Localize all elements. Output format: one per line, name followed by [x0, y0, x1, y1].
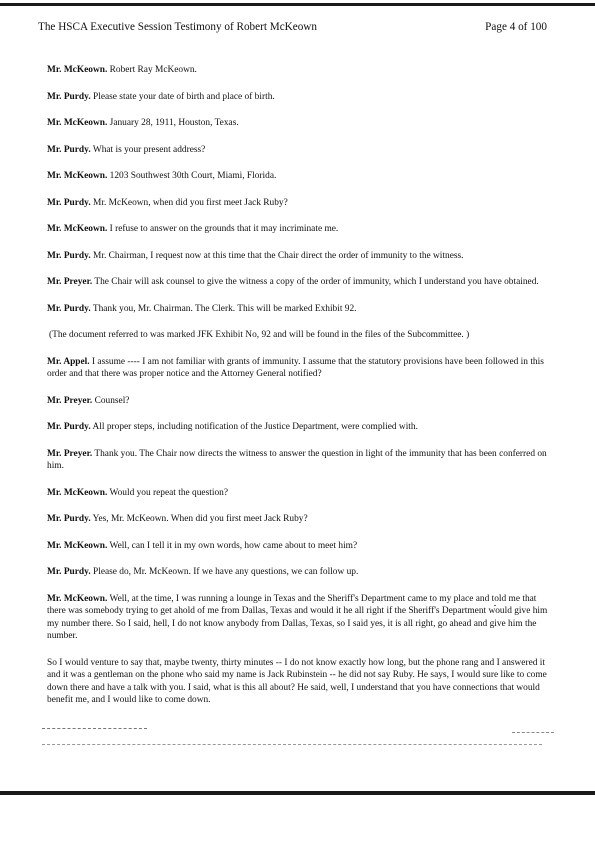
- transcript-paragraph: [47, 91, 549, 104]
- scan-artifact-line: [512, 732, 554, 733]
- speaker-name: Mr. Preyer.: [47, 448, 93, 459]
- scan-artifact-line: [42, 728, 147, 729]
- page-number: Page 4 of 100: [485, 21, 547, 33]
- transcript-paragraph: [47, 657, 549, 707]
- speaker-name: Mr. Purdy.: [47, 144, 91, 155]
- transcript-paragraph: [47, 421, 549, 434]
- speaker-name: Mr. Purdy.: [47, 197, 91, 208]
- transcript-body: [47, 64, 549, 721]
- speech-text: So I would venture to say that, maybe twenty, thirty minutes -- I do not know exactly how long, but the phone rang and I answered it and it was a gentleman on the phone who said my name is Jack Rubinstein -- he did not say Ruby. He says, I would sure like to come down there and have a talk with you. I said, what is this all about? He said, well, I understand that you have connections that would benefit me, and I would like to come down.: [47, 657, 547, 705]
- speaker-name: Mr. McKeown.: [47, 171, 108, 181]
- transcript-paragraph: [47, 276, 549, 289]
- speaker-name: Mr. Purdy.: [47, 91, 91, 102]
- top-rule: [0, 3, 595, 6]
- scan-speck: [494, 605, 496, 606]
- note-text: (The document referred to was marked JFK Exhibit No, 92 and will be found in the files of the Subcommittee. ): [49, 330, 470, 340]
- speech-text: Please do, Mr. McKeown. If we have any questions, we can follow up.: [90, 567, 359, 577]
- speaker-name: Mr. McKeown.: [47, 224, 108, 234]
- speech-text: Please state your date of birth and place of birth.: [90, 91, 275, 102]
- scan-artifact-line: [42, 744, 542, 745]
- speaker-name: Mr. Preyer.: [47, 395, 93, 406]
- speech-text: I assume ---- I am not familiar with grants of immunity. I assume that the statutory provisions have been followed in this order and that there was proper notice and the Attorney General notified?: [47, 356, 544, 379]
- speech-text: Would you repeat the question?: [107, 487, 228, 498]
- speech-text: Mr. McKeown, when did you first meet Jack Ruby?: [90, 197, 288, 208]
- transcript-paragraph: [47, 566, 549, 579]
- speech-text: The Chair will ask counsel to give the witness a copy of the order of immunity, which I understand you have obtained.: [92, 277, 539, 287]
- speech-text: 1203 Southwest 30th Court, Miami, Florida.: [107, 171, 277, 181]
- speaker-name: Mr. McKeown.: [47, 593, 108, 604]
- transcript-paragraph: [47, 303, 549, 316]
- speech-text: Well, can I tell it in my own words, how came about to meet him?: [107, 540, 358, 551]
- transcript-paragraph: [47, 593, 549, 643]
- transcript-paragraph: [47, 448, 549, 473]
- speaker-name: Mr. Purdy.: [47, 567, 91, 577]
- speaker-name: Mr. McKeown.: [47, 65, 108, 75]
- speaker-name: Mr. McKeown.: [47, 487, 108, 498]
- speech-text: January 28, 1911, Houston, Texas.: [107, 118, 239, 128]
- speech-text: What is your present address?: [90, 144, 206, 155]
- speaker-name: Mr. Purdy.: [47, 250, 91, 261]
- transcript-paragraph: [47, 513, 549, 526]
- speech-text: Mr. Chairman, I request now at this time that the Chair direct the order of immunity to the witness.: [90, 250, 464, 261]
- transcript-paragraph: [47, 395, 549, 408]
- transcript-paragraph: [47, 356, 549, 381]
- transcript-paragraph: [47, 540, 549, 553]
- exhibit-note: [47, 329, 549, 342]
- transcript-paragraph: [47, 117, 549, 130]
- speaker-name: Mr. Purdy.: [47, 422, 91, 432]
- speaker-name: Mr. Appel.: [47, 356, 90, 367]
- speaker-name: Mr. Purdy.: [47, 514, 91, 524]
- transcript-paragraph: [47, 64, 549, 77]
- transcript-paragraph: [47, 487, 549, 500]
- speech-text: Robert Ray McKeown.: [107, 65, 197, 75]
- speech-text: I refuse to answer on the grounds that it may incriminate me.: [107, 224, 339, 234]
- speech-text: Counsel?: [92, 395, 130, 406]
- transcript-paragraph: [47, 250, 549, 263]
- transcript-paragraph: [47, 144, 549, 157]
- transcript-paragraph: [47, 170, 549, 183]
- speech-text: Yes, Mr. McKeown. When did you first meet Jack Ruby?: [90, 514, 308, 524]
- speech-text: All proper steps, including notification of the Justice Department, were complied with.: [90, 422, 418, 432]
- speaker-name: Mr. Preyer.: [47, 277, 93, 287]
- transcript-paragraph: [47, 197, 549, 210]
- speech-text: Thank you. The Chair now directs the witness to answer the question in light of the immunity that has been conferred on him.: [47, 448, 547, 471]
- transcript-paragraph: [47, 223, 549, 236]
- speech-text: Well, at the time, I was running a lounge in Texas and the Sheriff's Department came to my place and told me that there was somebody trying to get ahold of me from Dallas, Texas and would it he all right if the Sheriff's Department would give him my number there. So I said, hell, I do not know anybody from Dallas, Texas, so I said yes, it is all right, go ahead and give him the number.: [47, 593, 548, 641]
- speaker-name: Mr. Purdy.: [47, 303, 91, 314]
- speaker-name: Mr. McKeown.: [47, 118, 108, 128]
- bottom-rule: [0, 791, 595, 795]
- speech-text: Thank you, Mr. Chairman. The Clerk. This will be marked Exhibit 92.: [90, 303, 357, 314]
- speaker-name: Mr. McKeown.: [47, 540, 108, 551]
- document-title: The HSCA Executive Session Testimony of Robert McKeown: [38, 21, 317, 33]
